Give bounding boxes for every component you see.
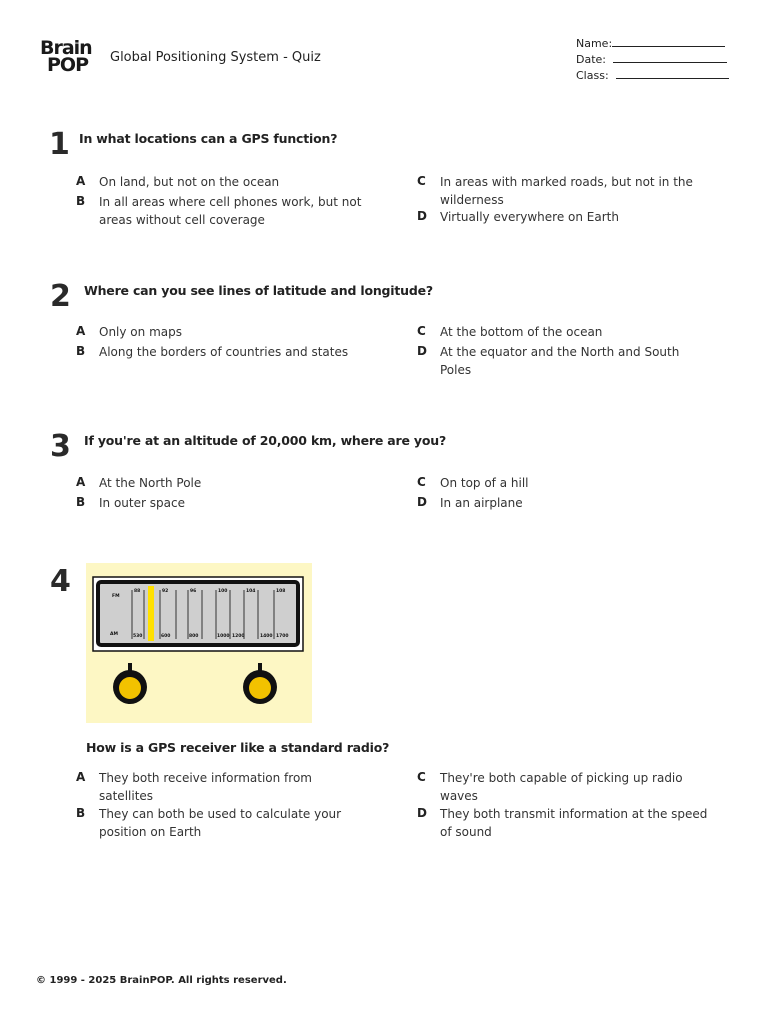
am-label: AM [110,632,118,637]
option-text: In all areas where cell phones work, but not areas without cell coverage [99,195,362,227]
am-tick: 530 [133,634,143,639]
option-letter: A [76,475,86,489]
option-text: At the North Pole [99,476,202,490]
option-letter: B [76,194,86,208]
class-blank[interactable] [616,68,729,79]
fm-tick: 96 [190,589,197,594]
option-text: In outer space [99,496,185,510]
option-letter: B [76,344,86,358]
am-tick: 1000 [217,634,230,639]
fm-tick: 92 [162,589,169,594]
document-title: Global Positioning System - Quiz [110,50,321,65]
am-tick: 1700 [276,634,289,639]
option-text: In an airplane [440,496,523,510]
question-2-text: Where can you see lines of latitude and longitude? [84,283,433,298]
student-info-fields [576,36,729,84]
question-3-number: 3 [50,429,71,464]
am-tick: 1200 [232,634,245,639]
option-letter: A [76,324,86,338]
option-letter: A [76,174,86,188]
fm-tick: 108 [276,589,286,594]
option-letter: D [417,344,427,358]
radio-tuner-needle [148,586,154,641]
option-letter: C [417,770,426,784]
option-text: At the equator and the North and South Poles [440,345,680,377]
option-letter: D [417,209,427,223]
name-label: Name: [576,37,613,50]
question-2-number: 2 [50,279,71,314]
option-text: They both transmit information at the speed of sound [440,807,708,839]
option-letter: C [417,174,426,188]
am-tick: 1400 [260,634,273,639]
fm-tick: 104 [246,589,256,594]
option-text: They both receive information from satellites [99,771,312,803]
option-letter: A [76,770,86,784]
question-1-number: 1 [49,127,70,162]
logo-line-1: Brain [40,37,92,59]
date-label: Date: [576,53,606,66]
name-field[interactable] [576,36,729,52]
option-text: They can both be used to calculate your position on Earth [99,807,342,839]
class-label: Class: [576,69,609,82]
am-tick: 600 [161,634,171,639]
question-1-text: In what locations can a GPS function? [79,131,338,146]
option-text: On land, but not on the ocean [99,175,280,189]
name-blank[interactable] [612,36,725,47]
radio-illustration [86,563,312,723]
option-text: In areas with marked roads, but not in the wilderness [440,175,693,207]
class-field[interactable] [576,68,729,84]
question-4-number: 4 [50,564,71,599]
fm-label: FM [112,594,120,599]
option-letter: C [417,475,426,489]
logo-line-2: POP [47,54,89,76]
option-text: Virtually everywhere on Earth [440,210,619,224]
am-tick: 800 [189,634,199,639]
option-text: Along the borders of countries and states [99,345,349,359]
option-text: They're both capable of picking up radio waves [440,771,683,803]
fm-tick: 100 [218,589,228,594]
copyright-footer: © 1999 - 2025 BrainPOP. All rights reserved. [36,975,287,986]
option-text: On top of a hill [440,476,529,490]
question-4-text: How is a GPS receiver like a standard radio? [86,740,390,755]
option-letter: C [417,324,426,338]
option-text: Only on maps [99,325,182,339]
option-letter: D [417,495,427,509]
date-field[interactable] [576,52,729,68]
option-letter: B [76,806,86,820]
fm-tick: 88 [134,589,141,594]
question-3-text: If you're at an altitude of 20,000 km, where are you? [84,433,447,448]
option-text: At the bottom of the ocean [440,325,603,339]
option-letter: D [417,806,427,820]
option-letter: B [76,495,86,509]
brainpop-logo [40,37,102,76]
date-blank[interactable] [613,52,727,63]
